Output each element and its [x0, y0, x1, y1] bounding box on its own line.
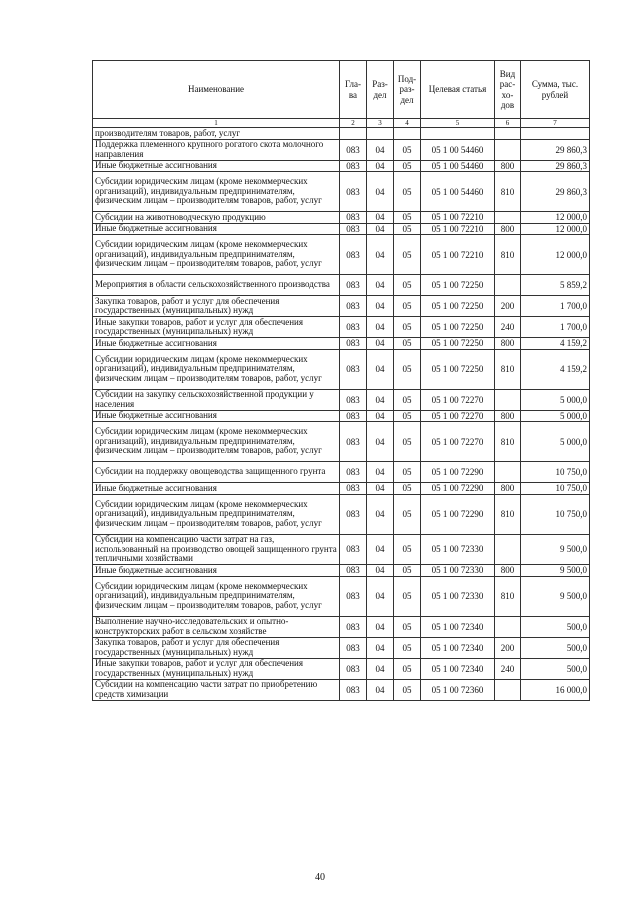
row-vid-cell: 810: [495, 349, 521, 389]
row-name-cell: Субсидии на животноводческую продукцию: [93, 212, 340, 224]
row-tselevaya-cell: 05 1 00 72250: [421, 338, 495, 350]
row-name-cell: Иные бюджетные ассигнования: [93, 565, 340, 577]
row-razdel-cell: 04: [367, 172, 394, 212]
row-tselevaya-cell: 05 1 00 72340: [421, 637, 495, 658]
header-summa: Сумма, тыс. рублей: [521, 61, 590, 119]
row-razdel-cell: 04: [367, 494, 394, 534]
row-razdel-cell: 04: [367, 679, 394, 700]
row-vid-cell: 200: [495, 296, 521, 317]
row-razdel-cell: 04: [367, 637, 394, 658]
row-razdel-cell: 04: [367, 576, 394, 616]
row-glava-cell: 083: [340, 389, 367, 410]
row-summa-cell: 4 159,2: [521, 338, 590, 350]
row-razdel-cell: 04: [367, 338, 394, 350]
row-vid-cell: 810: [495, 422, 521, 462]
row-podrazdel-cell: 05: [394, 616, 421, 637]
table-body: [93, 128, 590, 701]
row-name-cell: производителям товаров, работ, услуг: [93, 128, 340, 140]
row-tselevaya-cell: 05 1 00 72340: [421, 616, 495, 637]
table-row: [93, 338, 590, 350]
row-name-cell: Субсидии юридическим лицам (кроме некоммерческих организаций), индивидуальным предпринимателям, физическим лицам – производителям товаров, работ, услуг: [93, 349, 340, 389]
row-podrazdel-cell: 05: [394, 462, 421, 483]
table-row: [93, 275, 590, 296]
row-vid-cell: 810: [495, 172, 521, 212]
row-razdel-cell: 04: [367, 317, 394, 338]
table-row: [93, 139, 590, 160]
row-name-cell: Субсидии на компенсацию части затрат по приобретению средств химизации: [93, 679, 340, 700]
row-podrazdel-cell: 05: [394, 494, 421, 534]
page-number: 40: [315, 872, 325, 883]
row-tselevaya-cell: 05 1 00 72250: [421, 317, 495, 338]
column-number: 5: [421, 119, 495, 128]
row-razdel-cell: 04: [367, 616, 394, 637]
column-number: 2: [340, 119, 367, 128]
table-row: [93, 317, 590, 338]
row-name-cell: Субсидии юридическим лицам (кроме некоммерческих организаций), индивидуальным предпринимателям, физическим лицам – производителям товаров, работ, услуг: [93, 576, 340, 616]
header-glava: Гла-ва: [340, 61, 367, 119]
row-name-cell: Иные бюджетные ассигнования: [93, 338, 340, 350]
row-name-cell: Выполнение научно-исследовательских и опытно-конструкторских работ в сельском хозяйстве: [93, 616, 340, 637]
row-summa-cell: 5 000,0: [521, 422, 590, 462]
row-razdel-cell: 04: [367, 389, 394, 410]
row-tselevaya-cell: 05 1 00 72210: [421, 212, 495, 224]
row-vid-cell: 240: [495, 658, 521, 679]
row-glava-cell: 083: [340, 658, 367, 679]
row-name-cell: Иные бюджетные ассигнования: [93, 410, 340, 422]
row-glava-cell: [340, 128, 367, 140]
row-razdel-cell: 04: [367, 565, 394, 577]
header-tselevaya: Целевая статья: [421, 61, 495, 119]
table-row: [93, 389, 590, 410]
row-vid-cell: [495, 389, 521, 410]
row-razdel-cell: 04: [367, 160, 394, 172]
row-summa-cell: 12 000,0: [521, 212, 590, 224]
row-podrazdel-cell: 05: [394, 275, 421, 296]
table-row: [93, 128, 590, 140]
header-podrazdel: Под-раз-дел: [394, 61, 421, 119]
row-razdel-cell: 04: [367, 483, 394, 495]
row-summa-cell: 29 860,3: [521, 160, 590, 172]
row-glava-cell: 083: [340, 494, 367, 534]
row-name-cell: Субсидии на компенсацию части затрат на газ, использованный на производство овощей защищенного грунта тепличными хозяйствами: [93, 534, 340, 565]
row-vid-cell: [495, 534, 521, 565]
column-number: 3: [367, 119, 394, 128]
row-vid-cell: 240: [495, 317, 521, 338]
row-glava-cell: 083: [340, 235, 367, 275]
row-name-cell: Закупка товаров, работ и услуг для обеспечения государственных (муниципальных) нужд: [93, 296, 340, 317]
row-tselevaya-cell: 05 1 00 54460: [421, 160, 495, 172]
row-tselevaya-cell: 05 1 00 72330: [421, 565, 495, 577]
table-row: [93, 212, 590, 224]
row-razdel-cell: [367, 128, 394, 140]
row-summa-cell: 4 159,2: [521, 349, 590, 389]
row-summa-cell: 5 000,0: [521, 410, 590, 422]
row-podrazdel-cell: 05: [394, 679, 421, 700]
header-razdel: Раз-дел: [367, 61, 394, 119]
row-tselevaya-cell: 05 1 00 72270: [421, 389, 495, 410]
budget-table: [92, 60, 590, 701]
row-summa-cell: 16 000,0: [521, 679, 590, 700]
row-summa-cell: 12 000,0: [521, 235, 590, 275]
header-name: Наименование: [93, 61, 340, 119]
column-number: 6: [495, 119, 521, 128]
row-summa-cell: 9 500,0: [521, 576, 590, 616]
row-podrazdel-cell: 05: [394, 483, 421, 495]
column-number: 4: [394, 119, 421, 128]
row-razdel-cell: 04: [367, 275, 394, 296]
header-row: [93, 61, 590, 119]
row-vid-cell: [495, 128, 521, 140]
row-podrazdel-cell: 05: [394, 349, 421, 389]
row-name-cell: Субсидии юридическим лицам (кроме некоммерческих организаций), индивидуальным предпринимателям, физическим лицам – производителям товаров, работ, услуг: [93, 235, 340, 275]
row-razdel-cell: 04: [367, 462, 394, 483]
row-name-cell: Мероприятия в области сельскохозяйственного производства: [93, 275, 340, 296]
row-name-cell: Субсидии юридическим лицам (кроме некоммерческих организаций), индивидуальным предпринимателям, физическим лицам – производителям товаров, работ, услуг: [93, 422, 340, 462]
row-podrazdel-cell: 05: [394, 296, 421, 317]
table-row: [93, 637, 590, 658]
table-row: [93, 679, 590, 700]
row-name-cell: Иные бюджетные ассигнования: [93, 160, 340, 172]
row-tselevaya-cell: 05 1 00 72290: [421, 483, 495, 495]
table-row: [93, 422, 590, 462]
row-glava-cell: 083: [340, 679, 367, 700]
row-vid-cell: 200: [495, 637, 521, 658]
row-vid-cell: 800: [495, 410, 521, 422]
row-podrazdel-cell: [394, 128, 421, 140]
row-podrazdel-cell: 05: [394, 172, 421, 212]
row-name-cell: Поддержка племенного крупного рогатого скота молочного направления: [93, 139, 340, 160]
row-vid-cell: [495, 616, 521, 637]
row-tselevaya-cell: 05 1 00 72250: [421, 275, 495, 296]
table-row: [93, 235, 590, 275]
table-row: [93, 296, 590, 317]
row-tselevaya-cell: 05 1 00 72330: [421, 576, 495, 616]
row-podrazdel-cell: 05: [394, 139, 421, 160]
row-tselevaya-cell: 05 1 00 72340: [421, 658, 495, 679]
row-glava-cell: 083: [340, 338, 367, 350]
row-podrazdel-cell: 05: [394, 576, 421, 616]
row-glava-cell: 083: [340, 296, 367, 317]
row-razdel-cell: 04: [367, 422, 394, 462]
row-podrazdel-cell: 05: [394, 223, 421, 235]
row-vid-cell: [495, 275, 521, 296]
row-name-cell: Иные бюджетные ассигнования: [93, 223, 340, 235]
row-podrazdel-cell: 05: [394, 338, 421, 350]
row-glava-cell: 083: [340, 275, 367, 296]
row-glava-cell: 083: [340, 534, 367, 565]
row-tselevaya-cell: 05 1 00 72290: [421, 462, 495, 483]
row-razdel-cell: 04: [367, 296, 394, 317]
row-tselevaya-cell: [421, 128, 495, 140]
table-row: [93, 462, 590, 483]
row-glava-cell: 083: [340, 422, 367, 462]
table-row: [93, 160, 590, 172]
row-tselevaya-cell: 05 1 00 72330: [421, 534, 495, 565]
row-name-cell: Иные закупки товаров, работ и услуг для обеспечения государственных (муниципальных) нужд: [93, 658, 340, 679]
row-glava-cell: 083: [340, 462, 367, 483]
row-summa-cell: 9 500,0: [521, 534, 590, 565]
row-summa-cell: 9 500,0: [521, 565, 590, 577]
row-tselevaya-cell: 05 1 00 72210: [421, 223, 495, 235]
row-name-cell: Закупка товаров, работ и услуг для обеспечения государственных (муниципальных) нужд: [93, 637, 340, 658]
row-summa-cell: 500,0: [521, 658, 590, 679]
row-tselevaya-cell: 05 1 00 72270: [421, 422, 495, 462]
table-row: [93, 410, 590, 422]
row-podrazdel-cell: 05: [394, 160, 421, 172]
row-summa-cell: 29 860,3: [521, 172, 590, 212]
row-tselevaya-cell: 05 1 00 72270: [421, 410, 495, 422]
table-row: [93, 483, 590, 495]
row-podrazdel-cell: 05: [394, 637, 421, 658]
row-glava-cell: 083: [340, 160, 367, 172]
row-glava-cell: 083: [340, 139, 367, 160]
row-podrazdel-cell: 05: [394, 212, 421, 224]
row-vid-cell: [495, 139, 521, 160]
column-number: 1: [93, 119, 340, 128]
row-summa-cell: 10 750,0: [521, 462, 590, 483]
row-vid-cell: 800: [495, 223, 521, 235]
row-name-cell: Иные бюджетные ассигнования: [93, 483, 340, 495]
row-name-cell: Субсидии юридическим лицам (кроме некоммерческих организаций), индивидуальным предпринимателям, физическим лицам – производителям товаров, работ, услуг: [93, 172, 340, 212]
table-row: [93, 658, 590, 679]
row-vid-cell: [495, 462, 521, 483]
row-razdel-cell: 04: [367, 235, 394, 275]
row-glava-cell: 083: [340, 637, 367, 658]
row-glava-cell: 083: [340, 565, 367, 577]
row-tselevaya-cell: 05 1 00 54460: [421, 172, 495, 212]
row-vid-cell: 800: [495, 565, 521, 577]
row-glava-cell: 083: [340, 616, 367, 637]
table-row: [93, 494, 590, 534]
table-row: [93, 616, 590, 637]
row-podrazdel-cell: 05: [394, 235, 421, 275]
row-glava-cell: 083: [340, 410, 367, 422]
row-summa-cell: 29 860,3: [521, 139, 590, 160]
row-vid-cell: [495, 212, 521, 224]
row-name-cell: Субсидии на поддержку овощеводства защищенного грунта: [93, 462, 340, 483]
row-glava-cell: 083: [340, 576, 367, 616]
row-razdel-cell: 04: [367, 534, 394, 565]
table-row: [93, 172, 590, 212]
row-glava-cell: 083: [340, 212, 367, 224]
row-tselevaya-cell: 05 1 00 72360: [421, 679, 495, 700]
row-podrazdel-cell: 05: [394, 534, 421, 565]
row-razdel-cell: 04: [367, 212, 394, 224]
row-summa-cell: 1 700,0: [521, 296, 590, 317]
row-vid-cell: 800: [495, 160, 521, 172]
row-podrazdel-cell: 05: [394, 658, 421, 679]
table-row: [93, 534, 590, 565]
row-podrazdel-cell: 05: [394, 410, 421, 422]
row-vid-cell: 810: [495, 494, 521, 534]
row-summa-cell: 5 859,2: [521, 275, 590, 296]
row-name-cell: Иные закупки товаров, работ и услуг для обеспечения государственных (муниципальных) нужд: [93, 317, 340, 338]
row-tselevaya-cell: 05 1 00 72290: [421, 494, 495, 534]
table-row: [93, 223, 590, 235]
column-number-row: [93, 119, 590, 128]
table-row: [93, 565, 590, 577]
table-row: [93, 576, 590, 616]
table-row: [93, 349, 590, 389]
row-glava-cell: 083: [340, 223, 367, 235]
row-summa-cell: [521, 128, 590, 140]
row-vid-cell: [495, 679, 521, 700]
row-tselevaya-cell: 05 1 00 54460: [421, 139, 495, 160]
row-razdel-cell: 04: [367, 349, 394, 389]
row-summa-cell: 12 000,0: [521, 223, 590, 235]
row-summa-cell: 10 750,0: [521, 494, 590, 534]
row-glava-cell: 083: [340, 349, 367, 389]
column-number: 7: [521, 119, 590, 128]
row-summa-cell: 1 700,0: [521, 317, 590, 338]
row-glava-cell: 083: [340, 172, 367, 212]
row-glava-cell: 083: [340, 483, 367, 495]
row-tselevaya-cell: 05 1 00 72250: [421, 296, 495, 317]
row-podrazdel-cell: 05: [394, 389, 421, 410]
row-summa-cell: 10 750,0: [521, 483, 590, 495]
row-vid-cell: 810: [495, 576, 521, 616]
row-vid-cell: 800: [495, 338, 521, 350]
row-name-cell: Субсидии юридическим лицам (кроме некоммерческих организаций), индивидуальным предпринимателям, физическим лицам – производителям товаров, работ, услуг: [93, 494, 340, 534]
header-vid: Вид рас-хо-дов: [495, 61, 521, 119]
row-vid-cell: 800: [495, 483, 521, 495]
row-glava-cell: 083: [340, 317, 367, 338]
row-tselevaya-cell: 05 1 00 72210: [421, 235, 495, 275]
row-summa-cell: 500,0: [521, 616, 590, 637]
row-razdel-cell: 04: [367, 658, 394, 679]
row-podrazdel-cell: 05: [394, 422, 421, 462]
row-razdel-cell: 04: [367, 139, 394, 160]
row-vid-cell: 810: [495, 235, 521, 275]
row-razdel-cell: 04: [367, 410, 394, 422]
row-podrazdel-cell: 05: [394, 317, 421, 338]
row-summa-cell: 5 000,0: [521, 389, 590, 410]
row-tselevaya-cell: 05 1 00 72250: [421, 349, 495, 389]
row-name-cell: Субсидии на закупку сельскохозяйственной продукции у населения: [93, 389, 340, 410]
row-podrazdel-cell: 05: [394, 565, 421, 577]
row-razdel-cell: 04: [367, 223, 394, 235]
row-summa-cell: 500,0: [521, 637, 590, 658]
